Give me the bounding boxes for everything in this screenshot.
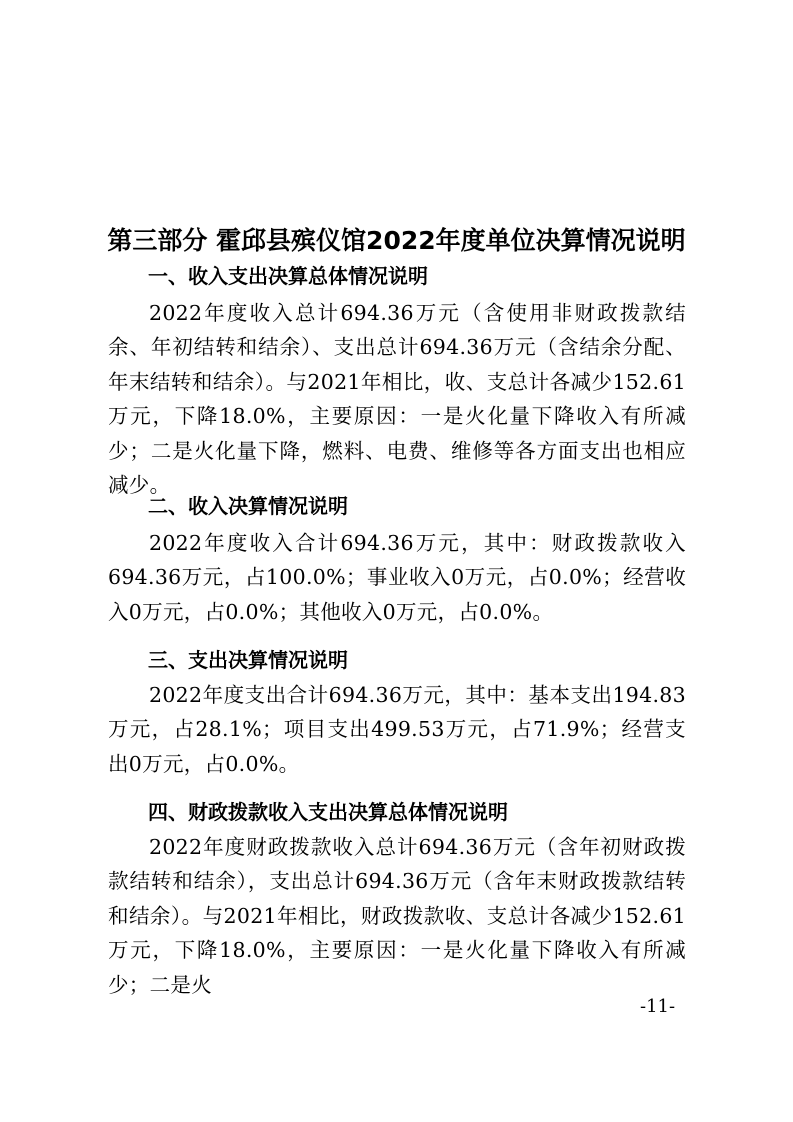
page-number: -11-: [640, 996, 676, 1017]
section-2-heading: 二、收入决算情况说明: [148, 494, 348, 518]
section-3-paragraph: 2022年度支出合计694.36万元，其中：基本支出194.83万元，占28.1%；项目支出499.53万元，占71.9%；经营支出0万元，占0.0%。: [108, 683, 686, 776]
page-title: 第三部分 霍邱县殡仪馆2022年度单位决算情况说明: [107, 226, 686, 255]
section-1-paragraph: 2022年度收入总计694.36万元（含使用非财政拨款结余、年初结转和结余）、支出总计694.36万元（含结余分配、年末结转和结余）。与2021年相比，收、支总计各减少152.61万元，下降18.0%，主要原因：一是火化量下降收入有所减少；二是火化量下降，燃料、电费、维修等各方面支出也相应减少。: [108, 301, 686, 498]
section-1-heading: 一、收入支出决算总体情况说明: [148, 264, 428, 288]
section-4-heading: 四、财政拨款收入支出决算总体情况说明: [148, 800, 508, 824]
section-2-paragraph: 2022年度收入合计694.36万元，其中：财政拨款收入694.36万元，占100.0%；事业收入0万元，占0.0%；经营收入0万元，占0.0%；其他收入0万元，占0.0%。: [108, 531, 686, 624]
section-4-paragraph: 2022年度财政拨款收入总计694.36万元（含年初财政拨款结转和结余），支出总计694.36万元（含年末财政拨款结转和结余）。与2021年相比，财政拨款收、支总计各减少152.61万元，下降18.0%，主要原因：一是火化量下降收入有所减少；二是火: [108, 835, 686, 997]
section-3-heading: 三、支出决算情况说明: [148, 648, 348, 672]
